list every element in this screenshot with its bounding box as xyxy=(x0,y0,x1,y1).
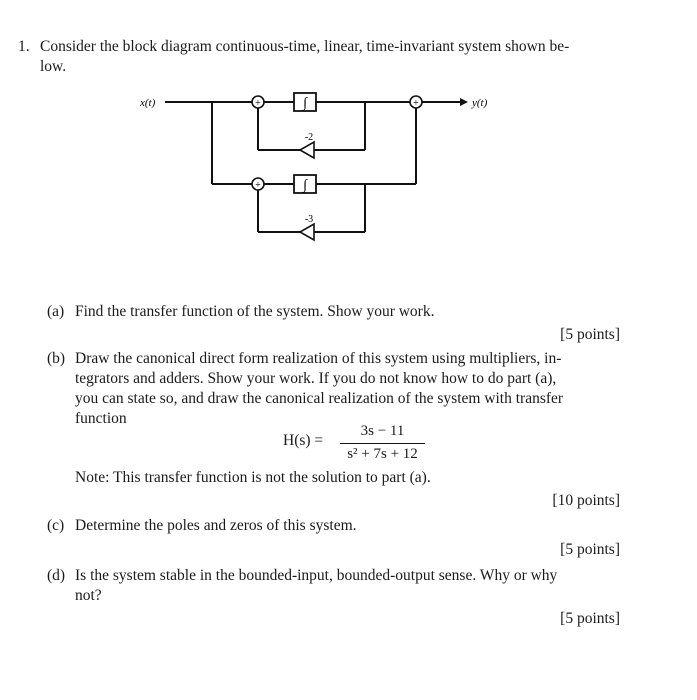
svg-text:+: + xyxy=(255,98,261,109)
part-b-label: (b) xyxy=(47,350,66,367)
equation-numerator: 3s − 11 xyxy=(360,423,405,439)
part-b-points: [10 points] xyxy=(552,492,620,509)
part-a-label: (a) xyxy=(47,303,65,320)
output-label: y(t) xyxy=(472,97,488,109)
part-b-note: Note: This transfer function is not the solution to part (a). xyxy=(75,469,431,486)
equation-lhs: H(s) = xyxy=(283,432,324,449)
part-b-line4: function xyxy=(75,410,127,427)
problem-number: 1. xyxy=(18,38,30,55)
adder-lower xyxy=(252,178,264,191)
part-b-line3: you can state so, and draw the canonical realization of the system with transfer xyxy=(75,390,564,407)
svg-text:+: + xyxy=(413,98,419,109)
part-d-points: [5 points] xyxy=(560,610,620,627)
part-c-points: [5 points] xyxy=(560,541,620,558)
svg-text:-2: -2 xyxy=(304,132,314,143)
svg-text:-3: -3 xyxy=(304,214,314,225)
output-arrow-icon xyxy=(460,98,468,106)
part-c-text: Determine the poles and zeros of this system. xyxy=(75,517,357,534)
adder-upper-right xyxy=(410,96,422,109)
svg-text:+: + xyxy=(255,180,261,191)
svg-text:∫: ∫ xyxy=(303,96,307,111)
part-a-text: Find the transfer function of the system. Show your work. xyxy=(75,303,435,320)
problem-intro-line2: low. xyxy=(40,58,67,75)
integrator-lower xyxy=(294,175,316,193)
gain-upper xyxy=(300,132,314,158)
part-b-line2: tegrators and adders. Show your work. If you do not know how to do part (a), xyxy=(75,370,557,387)
input-label: x(t) xyxy=(140,97,156,109)
equation-fraction-bar xyxy=(340,443,425,444)
block-diagram xyxy=(130,88,510,248)
gain-lower xyxy=(300,214,314,240)
part-d-label: (d) xyxy=(47,567,66,584)
equation-denominator: s² + 7s + 12 xyxy=(347,446,418,462)
part-c-label: (c) xyxy=(47,517,65,534)
problem-intro-line1: Consider the block diagram continuous-time, linear, time-invariant system shown be- xyxy=(40,38,570,55)
part-a-points: [5 points] xyxy=(560,326,620,343)
svg-text:∫: ∫ xyxy=(303,178,307,193)
part-d-line2: not? xyxy=(75,587,102,604)
part-b-line1: Draw the canonical direct form realization of this system using multipliers, in- xyxy=(75,350,562,367)
integrator-upper xyxy=(294,93,316,111)
adder-upper-left xyxy=(252,96,264,109)
part-d-line1: Is the system stable in the bounded-input, bounded-output sense. Why or why xyxy=(75,567,558,584)
